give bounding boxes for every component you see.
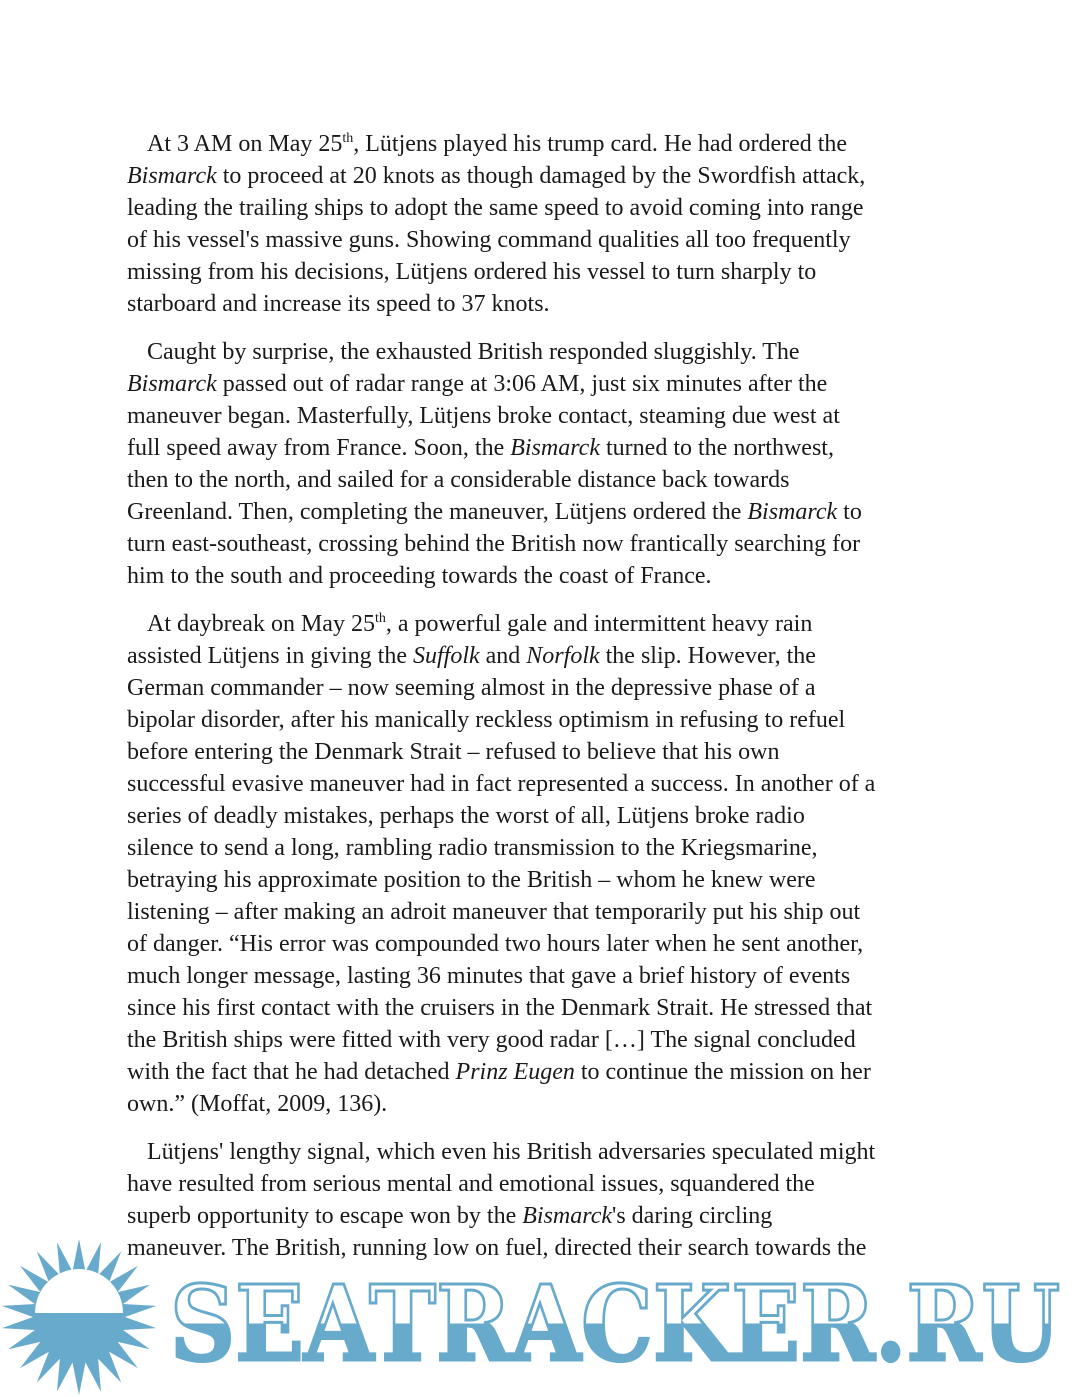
text-segment: passed out of radar range at 3:06 AM, just six minutes after the: [216, 371, 828, 397]
text-segment: starboard and increase its speed to 37 knots.: [127, 291, 550, 317]
text-segment: turned to the northwest,: [600, 435, 834, 461]
text-segment: series of deadly mistakes, perhaps the worst of all, Lütjens broke radio: [127, 803, 805, 829]
text-line: [127, 1200, 967, 1232]
text-line: [127, 128, 967, 160]
text-segment: full speed away from France. Soon, the: [127, 435, 511, 461]
text-line: [127, 400, 967, 432]
text-segment: have resulted from serious mental and emotional issues, squandered the: [127, 1171, 815, 1197]
text-line: [127, 1056, 967, 1088]
italic-text: Prinz Eugen: [455, 1059, 575, 1085]
text-segment: since his first contact with the cruisers in the Denmark Strait. He stressed that: [127, 995, 873, 1021]
text-segment: At daybreak on May 25: [147, 611, 375, 637]
text-line: [127, 1088, 967, 1120]
text-segment: before entering the Denmark Strait – refused to believe that his own: [127, 739, 780, 765]
text-segment: him to the south and proceeding towards the coast of France.: [127, 563, 712, 589]
italic-text: Bismarck: [127, 163, 217, 189]
text-segment: bipolar disorder, after his manically reckless optimism in refusing to refuel: [127, 707, 846, 733]
text-line: [127, 640, 967, 672]
text-line: [127, 928, 967, 960]
text-segment: leading the trailing ships to adopt the same speed to avoid coming into range: [127, 195, 864, 221]
text-line: [127, 992, 967, 1024]
text-segment: German commander – now seeming almost in the depressive phase of a: [127, 675, 816, 701]
text-line: [127, 432, 967, 464]
paragraph: [127, 128, 967, 320]
text-line: [127, 800, 967, 832]
text-segment: own.” (Moffat, 2009, 136).: [127, 1091, 388, 1117]
text-line: [127, 368, 967, 400]
text-line: [127, 496, 967, 528]
text-segment: silence to send a long, rambling radio transmission to the Kriegsmarine,: [127, 835, 818, 861]
text-segment: Lütjens' lengthy signal, which even his British adversaries speculated might: [147, 1139, 876, 1165]
italic-text: Bismarck: [510, 435, 600, 461]
text-segment: listening – after making an adroit maneuver that temporarily put his ship out: [127, 899, 861, 925]
text-line: [127, 224, 967, 256]
text-segment: 's daring circling: [612, 1203, 773, 1229]
text-line: [127, 464, 967, 496]
text-segment: , a powerful gale and intermittent heavy rain: [385, 611, 813, 637]
text-segment: of his vessel's massive guns. Showing command qualities all too frequently: [127, 227, 851, 253]
text-segment: and: [479, 643, 527, 669]
italic-text: Bismarck: [522, 1203, 613, 1229]
superscript: th: [374, 611, 386, 626]
text-segment: the slip. However, the: [599, 643, 816, 669]
text-segment: missing from his decisions, Lütjens ordered his vessel to turn sharply to: [127, 259, 817, 285]
italic-text: Bismarck: [747, 499, 838, 525]
text-segment: the British ships were fitted with very good radar […] The signal concluded: [127, 1027, 856, 1053]
sun-icon: [2, 1240, 156, 1395]
text-segment: turn east-southeast, crossing behind the British now frantically searching for: [127, 531, 861, 557]
text-line: [127, 608, 967, 640]
text-line: [127, 1168, 967, 1200]
text-segment: maneuver began. Masterfully, Lütjens broke contact, steaming due west at: [127, 403, 840, 429]
text-line: [127, 704, 967, 736]
text-segment: Greenland. Then, completing the maneuver, Lütjens ordered the: [127, 499, 748, 525]
text-segment: , Lütjens played his trump card. He had ordered the: [353, 131, 848, 157]
text-line: [127, 960, 967, 992]
italic-text: Norfolk: [526, 643, 600, 669]
text-line: [127, 1136, 967, 1168]
text-segment: maneuver. The British, running low on fuel, directed their search towards the: [127, 1235, 867, 1261]
text-line: [127, 528, 967, 560]
text-segment: to: [837, 499, 862, 525]
text-line: [127, 288, 967, 320]
text-line: [127, 672, 967, 704]
text-segment: assisted Lütjens in giving the: [127, 643, 413, 669]
text-line: [127, 736, 967, 768]
text-segment: to proceed at 20 knots as though damaged by the Swordfish attack,: [216, 163, 866, 189]
italic-text: Bismarck: [127, 371, 217, 397]
italic-text: Suffolk: [412, 643, 480, 669]
text-segment: Caught by surprise, the exhausted British responded sluggishly. The: [147, 339, 800, 365]
superscript: th: [342, 131, 354, 146]
text-line: [127, 864, 967, 896]
text-segment: of danger. “His error was compounded two hours later when he sent another,: [127, 931, 864, 957]
text-line: [127, 768, 967, 800]
text-line: [127, 336, 967, 368]
text-line: [127, 160, 967, 192]
text-segment: to continue the mission on her: [574, 1059, 871, 1085]
document-body: [127, 128, 967, 1280]
text-segment: superb opportunity to escape won by the: [127, 1203, 523, 1229]
text-segment: with the fact that he had detached: [127, 1059, 456, 1085]
paragraph: [127, 336, 967, 592]
text-line: [127, 192, 967, 224]
text-segment: At 3 AM on May 25: [147, 131, 343, 157]
text-segment: successful evasive maneuver had in fact represented a success. In another of a: [127, 771, 876, 797]
paragraph: [127, 608, 967, 1120]
text-line: [127, 832, 967, 864]
text-line: [127, 560, 967, 592]
text-segment: betraying his approximate position to the British – whom he knew were: [127, 867, 816, 893]
text-segment: then to the north, and sailed for a considerable distance back towards: [127, 467, 790, 493]
text-segment: much longer message, lasting 36 minutes that gave a brief history of events: [127, 963, 851, 989]
text-line: [127, 256, 967, 288]
text-line: [127, 1024, 967, 1056]
seatracker-watermark-logo: [0, 1240, 1080, 1397]
watermark-text: SEATRACKER.RU: [170, 1262, 1060, 1385]
text-line: [127, 896, 967, 928]
